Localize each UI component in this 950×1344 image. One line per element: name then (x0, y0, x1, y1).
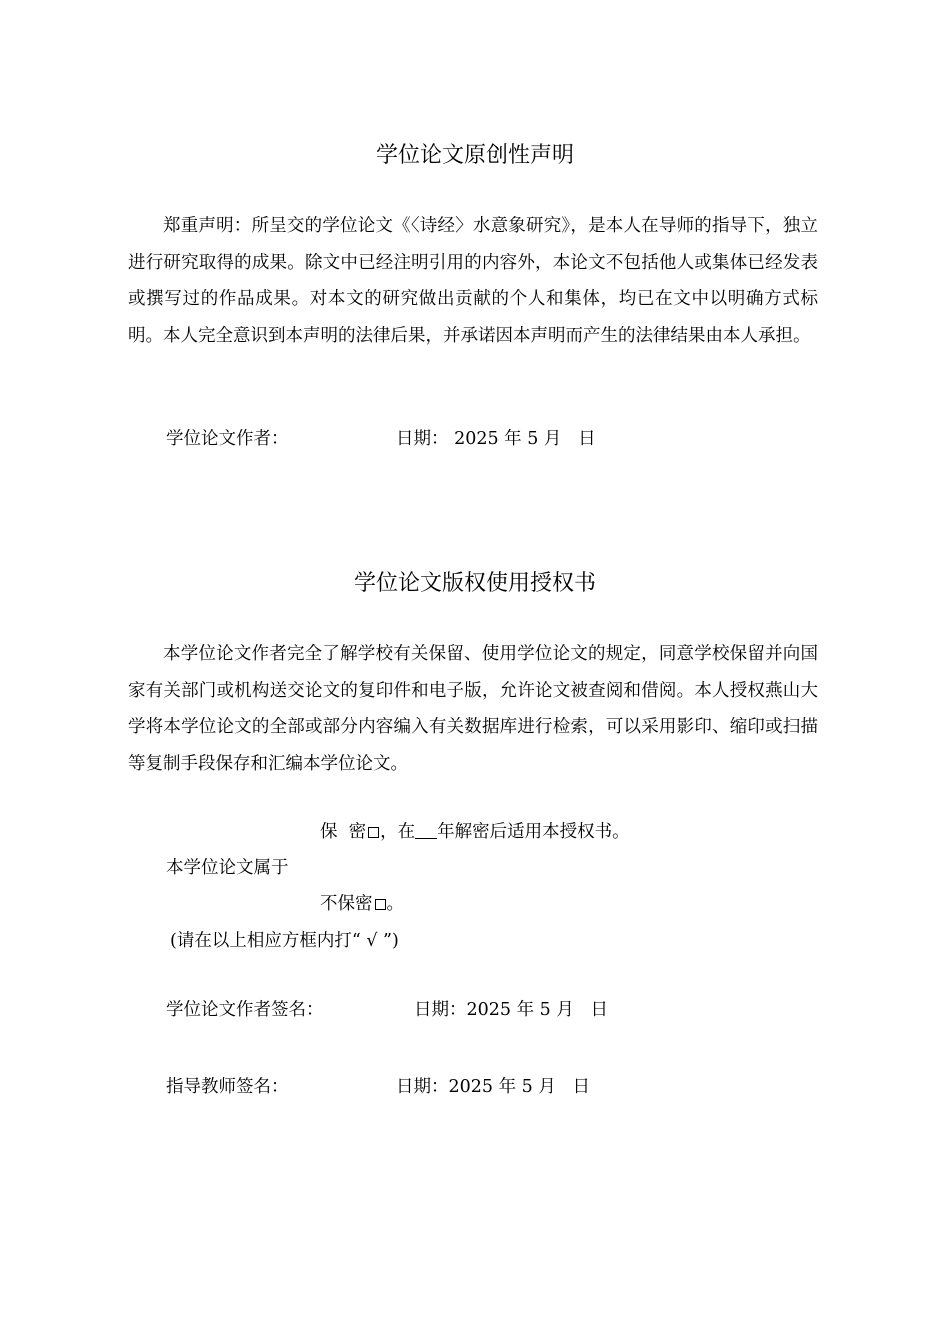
author-date-label: 日期： (414, 1000, 467, 1020)
secret-checkbox[interactable] (368, 827, 379, 838)
declaration-author-label: 学位论文作者： (166, 429, 289, 449)
secret-option-line (320, 819, 630, 845)
supervisor-date-label: 日期： (396, 1077, 449, 1097)
not-secret-label: 不保密 (320, 894, 373, 914)
not-secret-checkbox[interactable] (375, 899, 386, 910)
not-secret-option-line (320, 891, 404, 917)
secret-text-a: ，在 (380, 822, 416, 842)
belongs-label: 本学位论文属于 (166, 858, 289, 878)
author-date-value: 2025 年 5 月 日 (466, 1000, 609, 1020)
declaration-body: 郑重声明：所呈交的学位论文《〈诗经〉水意象研究》，是本人在导师的指导下，独立进行研究取得的成果。除文中已经注明引用的内容外，本论文不包括他人或集体已经发表或撰写过的作品成果。对本文的研究做出贡献的个人和集体，均已在文中以明确方式标明。本人完全意识到本声明的法律后果，并承诺因本声明而产生的法律结果由本人承担。 (128, 216, 818, 346)
author-sign-date (414, 997, 608, 1023)
authorization-body: 本学位论文作者完全了解学校有关保留、使用学位论文的规定，同意学校保留并向国家有关部门或机构送交论文的复印件和电子版，允许论文被查阅和借阅。本人授权燕山大学将本学位论文的全部或部分内容编入有关数据库进行检索，可以采用影印、缩印或扫描等复制手段保存和汇编本学位论文。 (128, 644, 818, 774)
years-blank-field[interactable] (415, 822, 437, 839)
declaration-date (396, 426, 596, 452)
supervisor-sign-date (396, 1074, 590, 1100)
authorization-title: 学位论文版权使用授权书 (353, 571, 596, 596)
secret-label: 保 密 (320, 822, 367, 842)
checkbox-instruction: (请在以上相应方框内打“ √ ”) (170, 931, 399, 951)
declaration-date-label: 日期： (396, 429, 449, 449)
supervisor-sign-label: 指导教师签名： (166, 1077, 289, 1097)
author-sign-label: 学位论文作者签名： (166, 1000, 324, 1020)
secret-text-b: 年解密后适用本授权书。 (437, 822, 630, 842)
not-secret-end: 。 (386, 894, 404, 914)
supervisor-date-value: 2025 年 5 月 日 (448, 1077, 591, 1097)
declaration-title: 学位论文原创性声明 (375, 143, 574, 168)
declaration-date-value: 2025 年 5 月 日 (454, 429, 596, 449)
